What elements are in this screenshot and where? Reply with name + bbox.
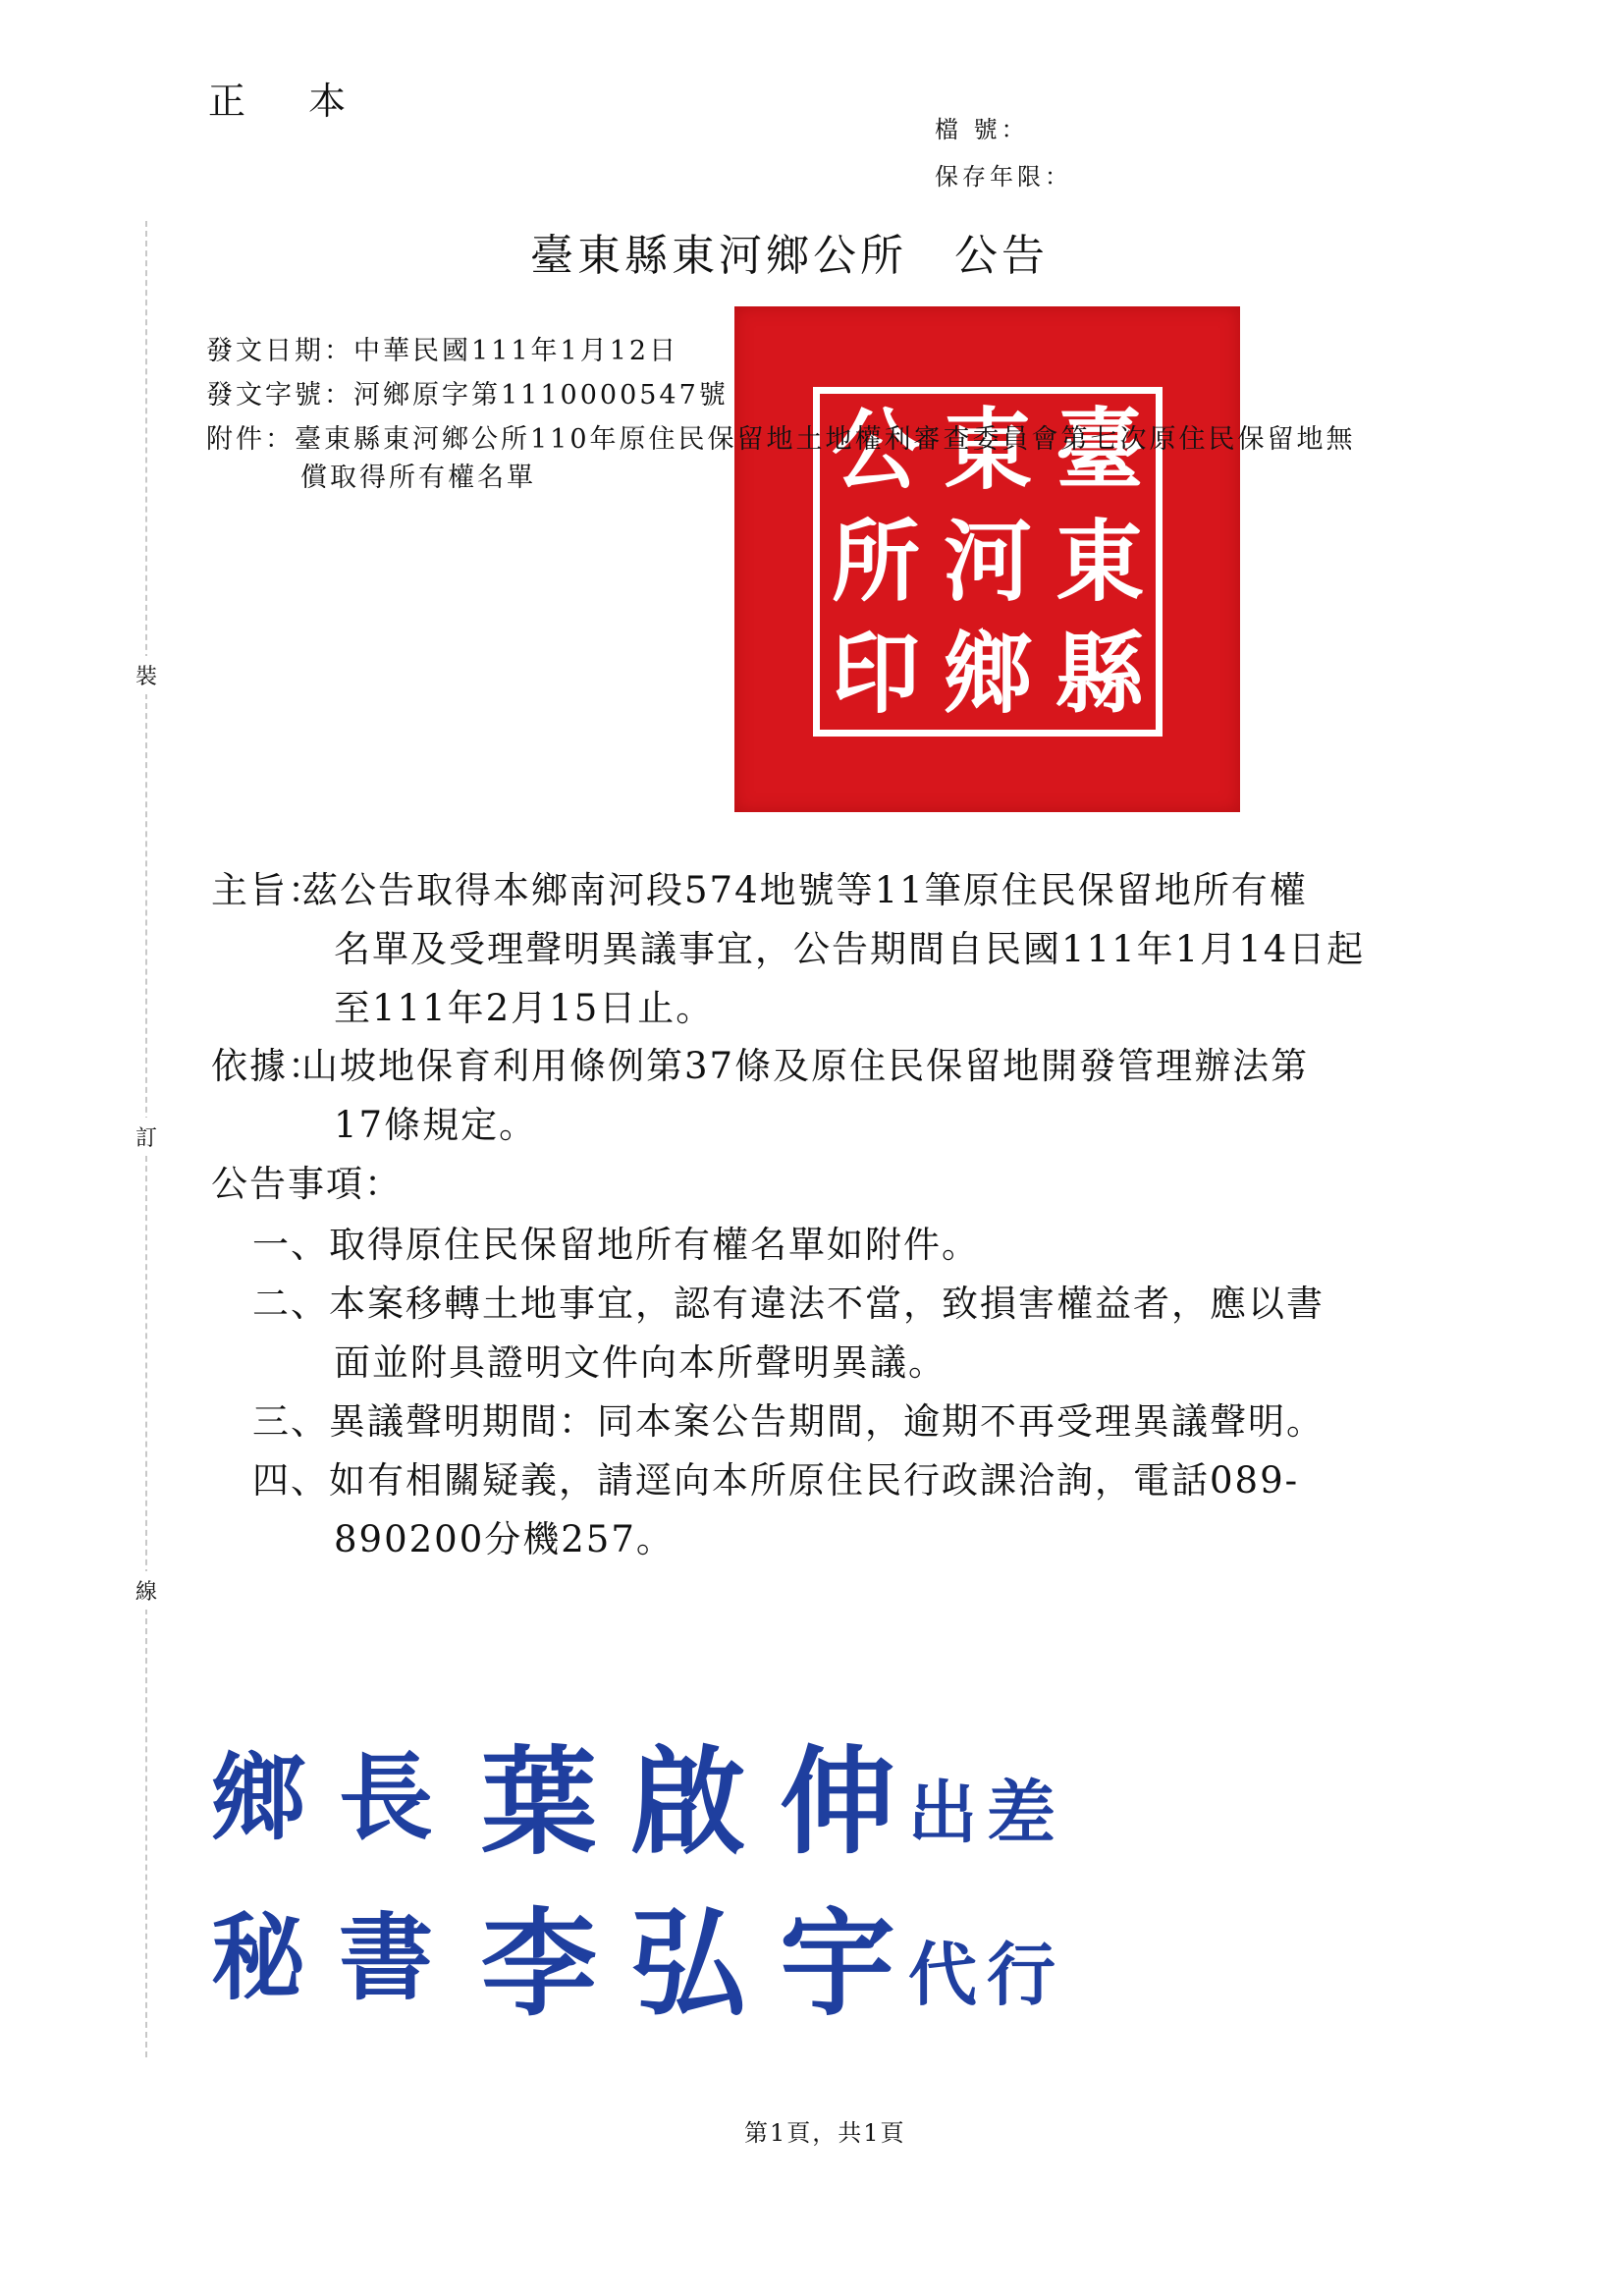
seal-char: 東 [944, 398, 1032, 502]
seal-char: 縣 [1055, 622, 1144, 726]
official-seal [734, 306, 1240, 812]
signature-name-mayor: 葉啟伸 [481, 1734, 930, 1870]
notice-item-4-line-2: 890200分機257。 [334, 1518, 675, 1560]
attachment-line-2: 償取得所有權名單 [300, 463, 536, 493]
signature-note-away: 出差 [908, 1773, 1065, 1853]
attachment-line-1: 附件：臺東縣東河鄉公所110年原住民保留地土地權利審查委員會第七次原住民保留地無 [206, 424, 1356, 455]
subject-label: 主旨： [211, 869, 326, 911]
notice-item-2-line-1: 二、本案移轉土地事宜，認有違法不當，致損害權益者，應以書 [252, 1283, 1325, 1325]
basis-label: 依據： [211, 1045, 326, 1087]
notice-item-1: 一、取得原住民保留地所有權名單如附件。 [252, 1224, 980, 1266]
notice-item-3: 三、異議聲明期間：同本案公告期間，逾期不再受理異議聲明。 [252, 1400, 1325, 1443]
file-number-label: 檔 號： [935, 116, 1029, 143]
copy-mark: 正 本 [208, 80, 372, 123]
subject-line-3: 至111年2月15日止。 [334, 987, 715, 1029]
notice-item-4-line-1: 四、如有相關疑義，請逕向本所原住民行政課洽詢，電話089- [252, 1459, 1300, 1502]
basis-line-2: 17條規定。 [334, 1104, 538, 1146]
basis-line-1: 山坡地保育利用條例第37條及原住民保留地開發管理辦法第 [301, 1045, 1310, 1087]
document-number: 發文字號：河鄉原字第1110000547號 [206, 380, 729, 410]
page-number: 第1頁，共1頁 [744, 2119, 906, 2147]
subject-section [211, 860, 1448, 1037]
signature-title-secretary: 秘書 [211, 1903, 466, 2013]
signature-note-acting: 代行 [908, 1935, 1065, 2015]
issue-date: 發文日期：中華民國111年1月12日 [206, 336, 679, 366]
notice-item-2-line-2: 面並附具證明文件向本所聲明異議。 [334, 1341, 947, 1384]
binding-mark-3: 線 [135, 1571, 157, 1610]
retention-period-label: 保存年限： [935, 163, 1072, 191]
seal-char: 河 [944, 510, 1032, 614]
basis-section [211, 1036, 1448, 1154]
notice-section [211, 1154, 1448, 1566]
binding-mark-2: 訂 [135, 1118, 157, 1156]
notice-label: 公告事項： [211, 1163, 403, 1205]
signature-name-secretary: 李弘宇 [481, 1896, 930, 2032]
signature-title-mayor: 鄉長 [211, 1743, 466, 1853]
seal-char: 臺 [1055, 398, 1144, 502]
subject-line-2: 名單及受理聲明異議事宜，公告期間自民國111年1月14日起 [334, 928, 1366, 970]
page-title: 臺東縣東河鄉公所 公告 [530, 231, 1049, 281]
seal-char: 公 [832, 398, 920, 502]
subject-line-1: 茲公告取得本鄉南河段574地號等11筆原住民保留地所有權 [301, 869, 1308, 911]
seal-char: 所 [832, 510, 920, 614]
seal-char: 東 [1055, 510, 1144, 614]
seal-char: 印 [832, 622, 920, 726]
binding-mark-1: 裝 [135, 656, 157, 694]
seal-char: 鄉 [944, 622, 1032, 726]
